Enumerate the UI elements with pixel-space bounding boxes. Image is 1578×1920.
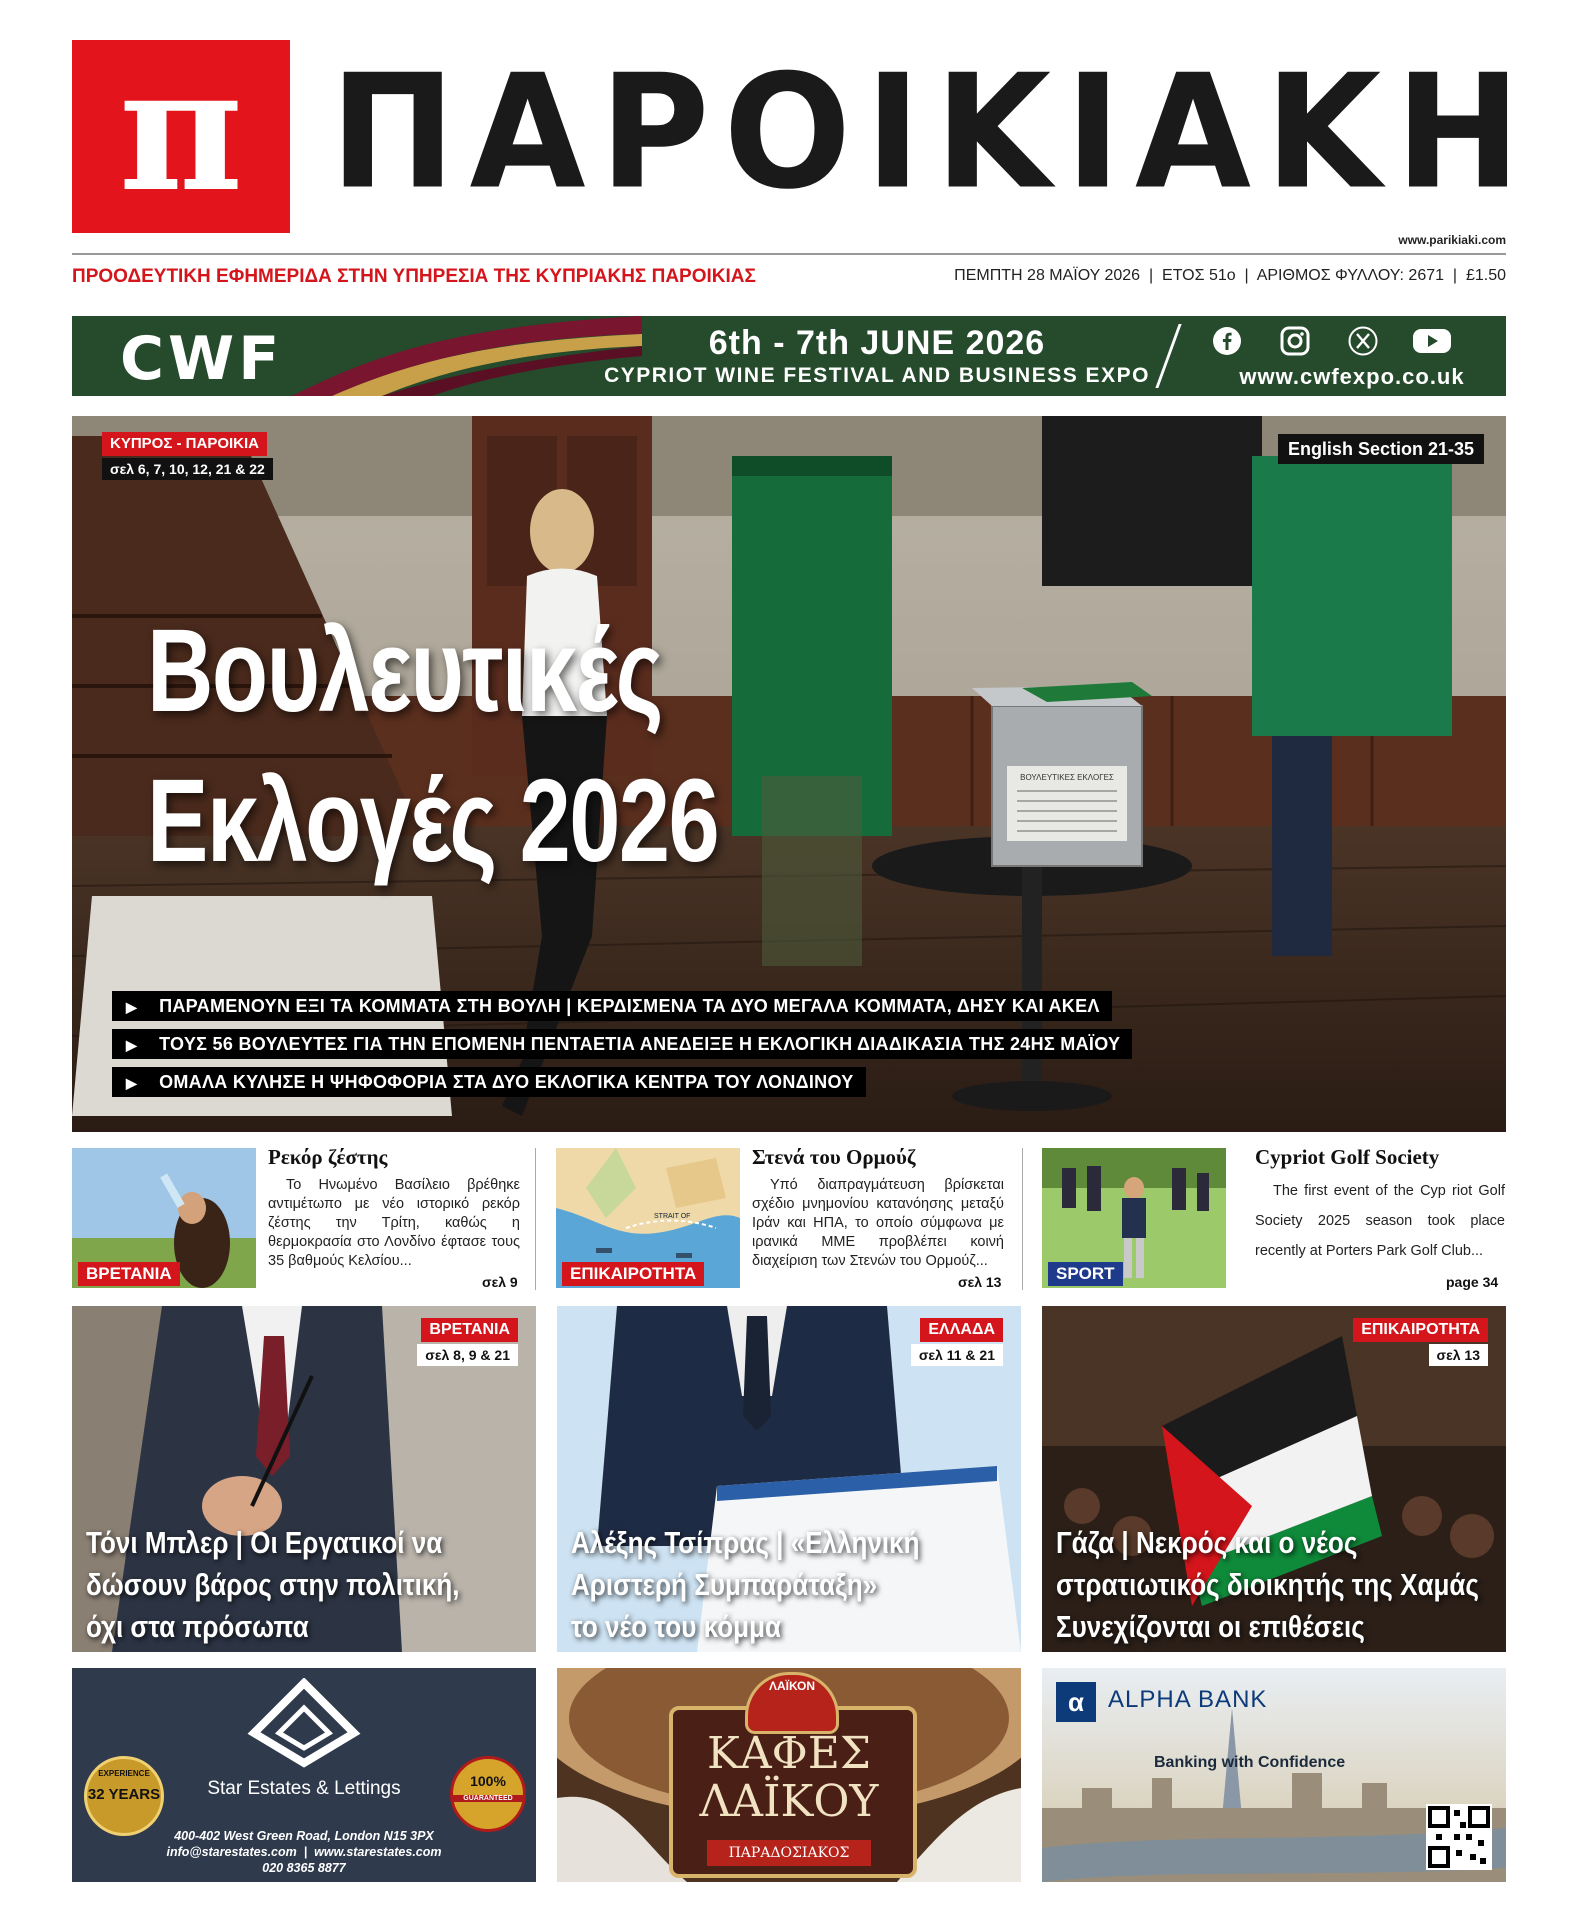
play-triangle-icon: ▶ bbox=[126, 1075, 138, 1091]
card-headline-line: Γάζα | Νεκρός και ο νέος bbox=[1056, 1525, 1358, 1560]
logo-glyph: π bbox=[118, 30, 244, 230]
tagline: ΠΡΟΟΔΕΥΤΙΚΗ ΕΦΗΜΕΡΙΔΑ ΣΤΗΝ ΥΠΗΡΕΣΙΑ ΤΗΣ ΚΥΠΡΙΑΚΗΣ ΠΑΡΟΙΚΙΑΣ bbox=[72, 266, 756, 287]
cwf-dates: 6th - 7th JUNE 2026 bbox=[708, 324, 1046, 362]
feature-card[interactable] bbox=[557, 1306, 1021, 1652]
cwf-url[interactable]: www.cwfexpo.co.uk bbox=[1239, 364, 1465, 389]
ad-alpha-bank[interactable] bbox=[1042, 1668, 1506, 1882]
card-headline-line: Συνεχίζονται οι επιθέσεις bbox=[1056, 1609, 1365, 1644]
story-body: Υπό διαπραγμάτευση βρίσκεται σχέδιο μνημονίου κατανόησης μεταξύ Ιράν και ΗΠΑ, το οποίο σύμφωνα με ιρανικά ΜΜΕ προβλέπει κοινή διαχείριση των Στενών του Ορμούζ... bbox=[752, 1177, 1004, 1269]
feature-card[interactable] bbox=[1042, 1306, 1506, 1652]
story-section-label: ΒΡΕΤΑΝΙΑ bbox=[78, 1262, 180, 1286]
ad-laikon-coffee[interactable] bbox=[557, 1668, 1021, 1882]
card-section-tag: ΕΠΙΚΑΙΡΟΤΗΤΑ bbox=[1353, 1318, 1488, 1342]
masthead-rule bbox=[72, 253, 1506, 255]
alpha-bank-name: ALPHA BANK bbox=[1108, 1686, 1268, 1713]
hero-bullet bbox=[112, 991, 1112, 1021]
card-headline-line: το νέο του κόμμα bbox=[571, 1609, 782, 1644]
coffee-brand-emblem: ΛΑΪΚΟΝ bbox=[745, 1672, 839, 1734]
story-body: The first event of the Cyp riot Golf Society 2025 season took place recently at Porters Park Golf Club... bbox=[1255, 1183, 1505, 1259]
card-section-tag: ΕΛΛΑΔΑ bbox=[920, 1318, 1003, 1342]
story-section-label: ΕΠΙΚΑΙΡΟΤΗΤΑ bbox=[562, 1262, 704, 1286]
house-logo-icon bbox=[244, 1678, 364, 1768]
hero-headline bbox=[147, 596, 718, 896]
facebook-icon[interactable] bbox=[1212, 326, 1242, 356]
coffee-name-line1: ΚΑΦΕΣ bbox=[707, 1728, 871, 1779]
play-triangle-icon: ▶ bbox=[126, 999, 138, 1015]
golf-photo[interactable] bbox=[1042, 1148, 1226, 1288]
years-badge-top: EXPERIENCE bbox=[98, 1769, 150, 1778]
website-link[interactable]: www.parikiaki.com bbox=[1398, 233, 1506, 247]
map-label: STRAIT OF bbox=[654, 1213, 691, 1220]
card-headline-line: Αλέξης Τσίπρας | «Ελληνική bbox=[571, 1525, 920, 1560]
story-headline[interactable]: Cypriot Golf Society bbox=[1255, 1145, 1440, 1169]
x-icon[interactable] bbox=[1348, 326, 1378, 356]
story-headline[interactable]: Ρεκόρ ζέστης bbox=[268, 1145, 388, 1169]
hero-bullet-text: ΠΑΡΑΜΕΝΟΥΝ ΕΞΙ ΤΑ ΚΟΜΜΑΤΑ ΣΤΗ ΒΟΥΛΗ | ΚΕΡΔΙΣΜΕΝΑ ΤΑ ΔΥΟ ΜΕΓΑΛΑ ΚΟΜΜΑΤΑ, ΔΗΣΥ ΚΑΙ ΑΚΕΛ bbox=[159, 996, 1100, 1016]
cwf-subtitle: CYPRIOT WINE FESTIVAL AND BUSINESS EXPO bbox=[604, 364, 1150, 387]
hormuz-map[interactable] bbox=[556, 1148, 740, 1288]
card-section-tag: ΒΡΕΤΑΝΙΑ bbox=[421, 1318, 518, 1342]
hero-pages: σελ 6, 7, 10, 12, 21 & 22 bbox=[102, 458, 273, 480]
hero-bullet bbox=[112, 1067, 866, 1097]
feature-card[interactable] bbox=[72, 1306, 536, 1652]
hero-headline-line2: Εκλογές 2026 bbox=[147, 755, 719, 887]
story-section-label: SPORT bbox=[1048, 1262, 1123, 1286]
years-badge-text: 32 YEARS bbox=[87, 1786, 161, 1803]
cwf-banner[interactable] bbox=[72, 316, 1506, 396]
hero-bullet-text: ΟΜΑΛΑ ΚΥΛΗΣΕ Η ΨΗΦΟΦΟΡΙΑ ΣΤΑ ΔΥΟ ΕΚΛΟΓΙΚΑ ΚΕΝΤΡΑ ΤΟΥ ΛΟΝΔΙΝΟΥ bbox=[159, 1072, 854, 1092]
cwf-logo: CWF bbox=[120, 324, 284, 394]
ad-star-estates[interactable] bbox=[72, 1668, 536, 1882]
social-icons bbox=[1212, 326, 1482, 356]
coffee-name bbox=[669, 1730, 909, 1826]
card-headline bbox=[1056, 1522, 1479, 1648]
masthead-title: ΠΑΡΟΙΚΙΑΚΗ bbox=[330, 41, 1535, 225]
column-divider bbox=[535, 1148, 536, 1290]
ad-address: 400-402 West Green Road, London N15 3PX bbox=[174, 1829, 434, 1843]
card-headline-line: Αριστερή Συμπαράταξη» bbox=[571, 1567, 878, 1602]
play-triangle-icon: ▶ bbox=[126, 1037, 138, 1053]
card-headline-line: στρατιωτικός διοικητής της Χαμάς bbox=[1056, 1567, 1479, 1602]
card-headline bbox=[571, 1522, 957, 1648]
story-headline[interactable]: Στενά του Ορμούζ bbox=[752, 1145, 916, 1169]
column-divider bbox=[1022, 1148, 1023, 1290]
alpha-bank-logo-icon: α bbox=[1056, 1682, 1096, 1722]
hero-bullet-text: ΤΟΥΣ 56 ΒΟΥΛΕΥΤΕΣ ΓΙΑ ΤΗΝ ΕΠΟΜΕΝΗ ΠΕΝΤΑΕΤΙΑ ΑΝΕΔΕΙΞΕ Η ΕΚΛΟΓΙΚΗ ΔΙΑΔΙΚΑΣΙΑ ΤΗΣ 24ΗΣ ΜΑΪΟΥ bbox=[159, 1034, 1121, 1054]
instagram-icon[interactable] bbox=[1280, 326, 1310, 356]
card-headline-line: δώσουν βάρος στην πολιτική, bbox=[86, 1567, 460, 1602]
youtube-icon[interactable] bbox=[1412, 326, 1452, 356]
guarantee-pct: 100% bbox=[470, 1773, 506, 1789]
card-headline bbox=[86, 1522, 472, 1648]
story-page-ref[interactable]: page 34 bbox=[1446, 1274, 1499, 1290]
card-headline-line: Τόνι Μπλερ | Οι Εργατικοί να bbox=[86, 1525, 443, 1560]
english-section-tag[interactable]: English Section 21-35 bbox=[1278, 434, 1484, 464]
issue-info: ΠΕΜΠΤΗ 28 ΜΑΪΟΥ 2026 | ΕΤΟΣ 51ο | ΑΡΙΘΜΟΣ ΦΥΛΛΟΥ: 2671 | £1.50 bbox=[954, 267, 1506, 284]
card-pages: σελ 11 & 21 bbox=[911, 1344, 1003, 1366]
star-estates-contact bbox=[112, 1828, 496, 1876]
star-estates-name: Star Estates & Lettings bbox=[207, 1778, 401, 1799]
heatwave-photo[interactable] bbox=[72, 1148, 256, 1288]
ad-contact: info@starestates.com | www.starestates.com bbox=[166, 1845, 442, 1859]
coffee-name-line2: ΛΑΪΚΟΥ bbox=[699, 1776, 879, 1827]
ad-phone: 020 8365 8877 bbox=[262, 1861, 346, 1875]
story-body: Το Ηνωμένο Βασίλειο βρέθηκε αντιμέτωπο με νέο ιστορικό ρεκόρ ζέστης την Τρίτη, καθώς η θερμοκρασία στο Λονδίνο έφτασε τους 35 βαθμούς Κελσίου... bbox=[268, 1177, 520, 1269]
alpha-bank-slogan: Banking with Confidence bbox=[1154, 1754, 1346, 1771]
hero-story[interactable] bbox=[72, 416, 1506, 1132]
coffee-ribbon: ΠΑΡΑΔΟΣΙΑΚΟΣ bbox=[707, 1840, 871, 1866]
card-pages: σελ 8, 9 & 21 bbox=[417, 1344, 518, 1366]
hero-bullet bbox=[112, 1029, 1132, 1059]
guarantee-text: GUARANTEED bbox=[453, 1795, 523, 1802]
card-pages: σελ 13 bbox=[1429, 1344, 1488, 1366]
story-page-ref[interactable]: σελ 13 bbox=[958, 1274, 1002, 1290]
story-page-ref[interactable]: σελ 9 bbox=[482, 1274, 518, 1290]
guarantee-badge bbox=[450, 1756, 526, 1832]
hero-headline-line1: Βουλευτικές bbox=[147, 605, 662, 737]
qr-code-icon[interactable] bbox=[1426, 1804, 1492, 1870]
ballot-box-label: ΒΟΥΛΕΥΤΙΚΕΣ ΕΚΛΟΓΕΣ bbox=[1020, 773, 1114, 782]
card-headline-line: όχι στα πρόσωπα bbox=[86, 1609, 309, 1644]
alpha-bank-header bbox=[1042, 1678, 1506, 1734]
years-badge bbox=[84, 1756, 164, 1836]
hero-section-tag: ΚΥΠΡΟΣ - ΠΑΡΟΙΚΙΑ bbox=[102, 432, 267, 456]
